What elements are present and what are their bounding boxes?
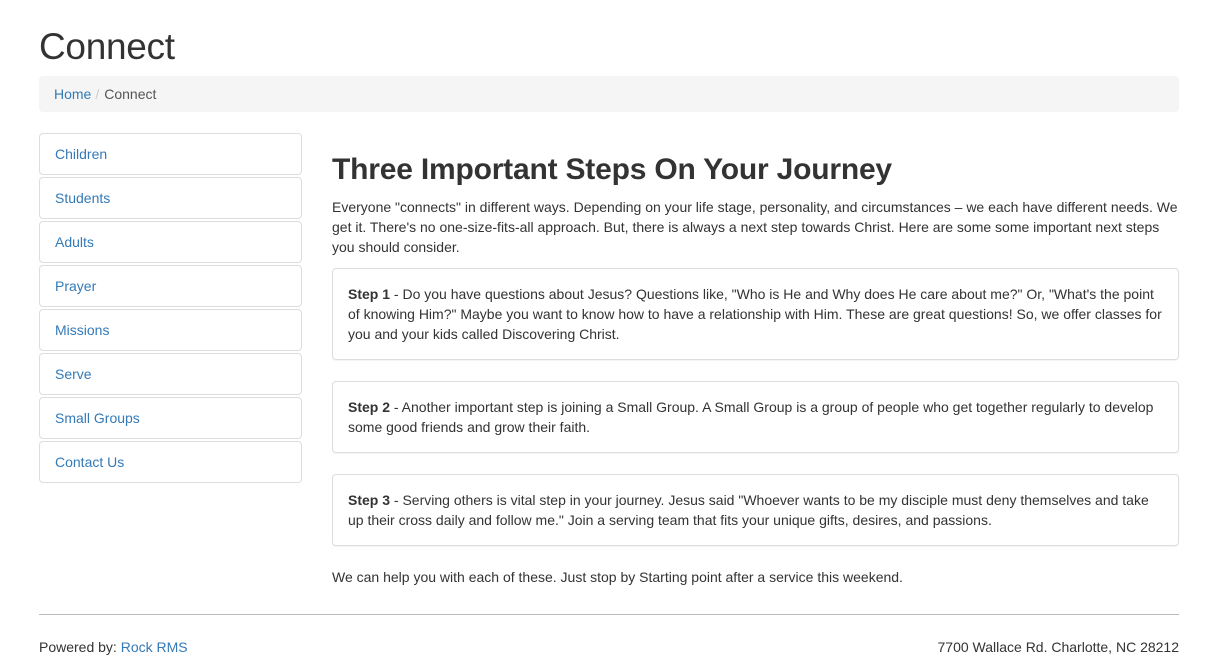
breadcrumb	[39, 76, 1179, 112]
section-heading: Three Important Steps On Your Journey	[332, 153, 892, 186]
page-title: Connect	[39, 26, 175, 67]
step-card-1	[332, 268, 1179, 360]
sidebar-item-contact-us[interactable]: Contact Us	[39, 441, 302, 483]
rock-rms-link[interactable]: Rock RMS	[120, 639, 188, 655]
step-card-2	[332, 381, 1179, 453]
sidebar-item-missions[interactable]: Missions	[39, 309, 302, 351]
powered-by-label: Powered by:	[39, 639, 121, 655]
intro-paragraph: Everyone "connects" in different ways. Depending on your life stage, personality, and circumstances – we each have different needs. We get it. There's no one-size-fits-all approach. But, there is always a next step towards Christ. Here are some some important next steps you should consider.	[332, 199, 1178, 255]
breadcrumb-current: Connect	[104, 86, 157, 102]
sidebar-item-small-groups[interactable]: Small Groups	[39, 397, 302, 439]
step-label: Step 2	[348, 399, 391, 415]
breadcrumb-separator: /	[95, 86, 100, 102]
step-text: - Another important step is joining a Small Group. A Small Group is a group of people who get together regularly to develop some good friends and grow their faith.	[348, 399, 1154, 435]
step-text: - Do you have questions about Jesus? Questions like, "Who is He and Why does He care about me?" Or, "What's the point of knowing Him?" Maybe you want to know how to have a relationship with Him. These are great questions! So, we offer classes for you and your kids called Discovering Christ.	[348, 286, 1162, 342]
sidebar-item-serve[interactable]: Serve	[39, 353, 302, 395]
sidebar-item-students[interactable]: Students	[39, 177, 302, 219]
sidebar-item-children[interactable]: Children	[39, 133, 302, 175]
footer-address: 7700 Wallace Rd. Charlotte, NC 28212	[937, 639, 1179, 655]
closing-paragraph: We can help you with each of these. Just stop by Starting point after a service this weekend.	[332, 569, 903, 585]
sidebar-item-adults[interactable]: Adults	[39, 221, 302, 263]
footer-powered-by	[39, 638, 188, 656]
step-text: - Serving others is vital step in your journey. Jesus said "Whoever wants to be my disciple must deny themselves and take up their cross daily and follow me." Join a serving team that fits your unique gifts, desires, and passions.	[348, 492, 1149, 528]
breadcrumb-home-link[interactable]: Home	[54, 86, 92, 102]
step-label: Step 3	[348, 492, 391, 508]
step-card-3	[332, 474, 1179, 546]
sidebar-nav	[39, 133, 302, 485]
step-label: Step 1	[348, 286, 391, 302]
footer-divider	[39, 614, 1179, 615]
main-content	[332, 152, 1179, 587]
sidebar-item-prayer[interactable]: Prayer	[39, 265, 302, 307]
